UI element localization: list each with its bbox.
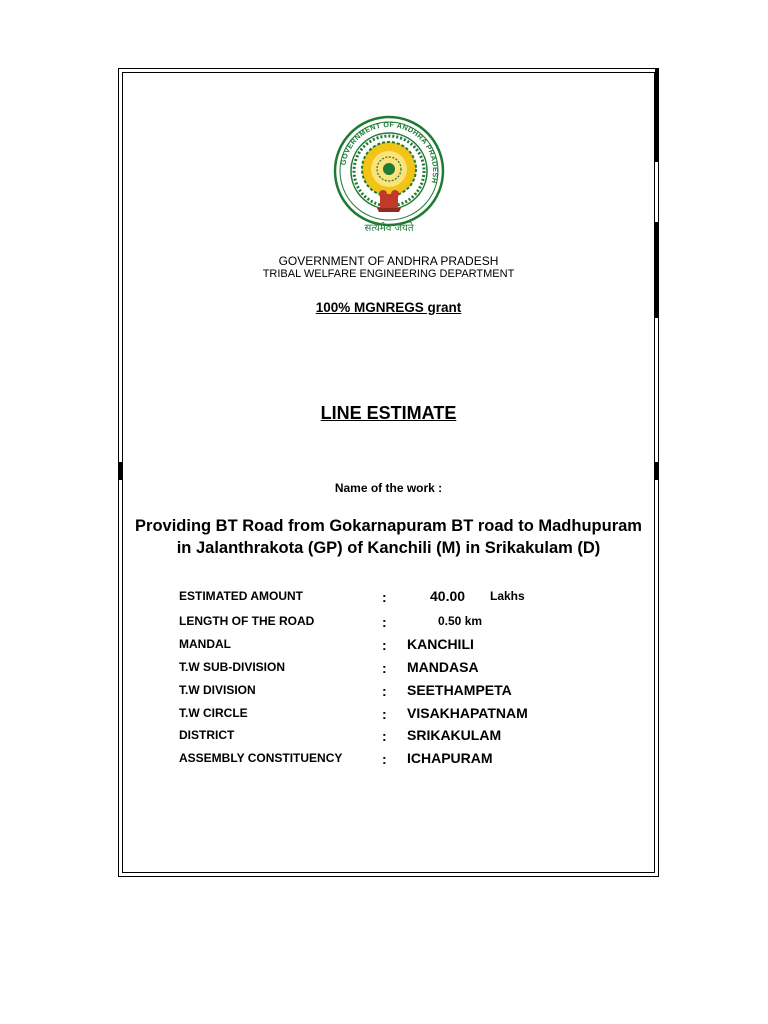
estimate-row-amount (179, 589, 599, 609)
row-label: MANDAL (179, 637, 231, 651)
road-length-value: 0.50 km (438, 614, 483, 628)
row-label: T.W SUB-DIVISION (179, 660, 286, 674)
estimated-amount-label: ESTIMATED AMOUNT (179, 589, 303, 603)
colon: : (382, 589, 387, 605)
work-name-line-1: Providing BT Road from Gokarnapuram BT road to Madhupuram (135, 517, 642, 535)
row-value: KANCHILI (407, 636, 474, 652)
row-label: ASSEMBLY CONSTITUENCY (179, 751, 343, 765)
border-mark (655, 68, 658, 162)
estimate-row-circle (179, 706, 599, 726)
row-label: T.W DIVISION (179, 683, 256, 697)
row-label: DISTRICT (179, 728, 235, 742)
estimate-row-division (179, 683, 599, 703)
work-label: Name of the work : (334, 481, 443, 495)
road-length-label: LENGTH OF THE ROAD (179, 614, 315, 628)
grant-type: 100% MGNREGS grant (315, 300, 462, 315)
colon: : (382, 614, 387, 630)
row-value: MANDASA (407, 659, 479, 675)
estimated-amount-value: 40.00 (430, 588, 466, 604)
estimate-row-sub-division (179, 660, 599, 680)
colon: : (382, 637, 387, 653)
estimate-row-mandal (179, 637, 599, 657)
row-value: VISAKHAPATNAM (407, 705, 528, 721)
colon: : (382, 728, 387, 744)
document-title: LINE ESTIMATE (320, 403, 457, 423)
work-name (122, 515, 655, 559)
government-name: GOVERNMENT OF ANDHRA PRADESH (278, 254, 499, 268)
border-mark (655, 222, 658, 318)
department-name: TRIBAL WELFARE ENGINEERING DEPARTMENT (262, 268, 515, 280)
row-value: SRIKAKULAM (407, 727, 502, 743)
border-mark (655, 462, 658, 480)
border-mark (119, 462, 122, 480)
row-value: ICHAPURAM (407, 750, 493, 766)
estimated-amount-unit: Lakhs (490, 589, 525, 603)
row-value: SEETHAMPETA (407, 682, 512, 698)
seal-ring-text: GOVERNMENT OF ANDHRA PRADESH (338, 119, 441, 185)
work-name-line-2: in Jalanthrakota (GP) of Kanchili (M) in Srikakulam (D) (176, 539, 601, 557)
estimate-row-district (179, 728, 599, 748)
colon: : (382, 751, 387, 767)
colon: : (382, 683, 387, 699)
colon: : (382, 660, 387, 676)
seal-motto: सत्यमेव जयते (364, 223, 414, 234)
estimate-row-length (179, 614, 599, 634)
row-label: T.W CIRCLE (179, 706, 248, 720)
government-seal-icon (333, 114, 445, 236)
colon: : (382, 706, 387, 722)
estimate-row-constituency (179, 751, 599, 771)
